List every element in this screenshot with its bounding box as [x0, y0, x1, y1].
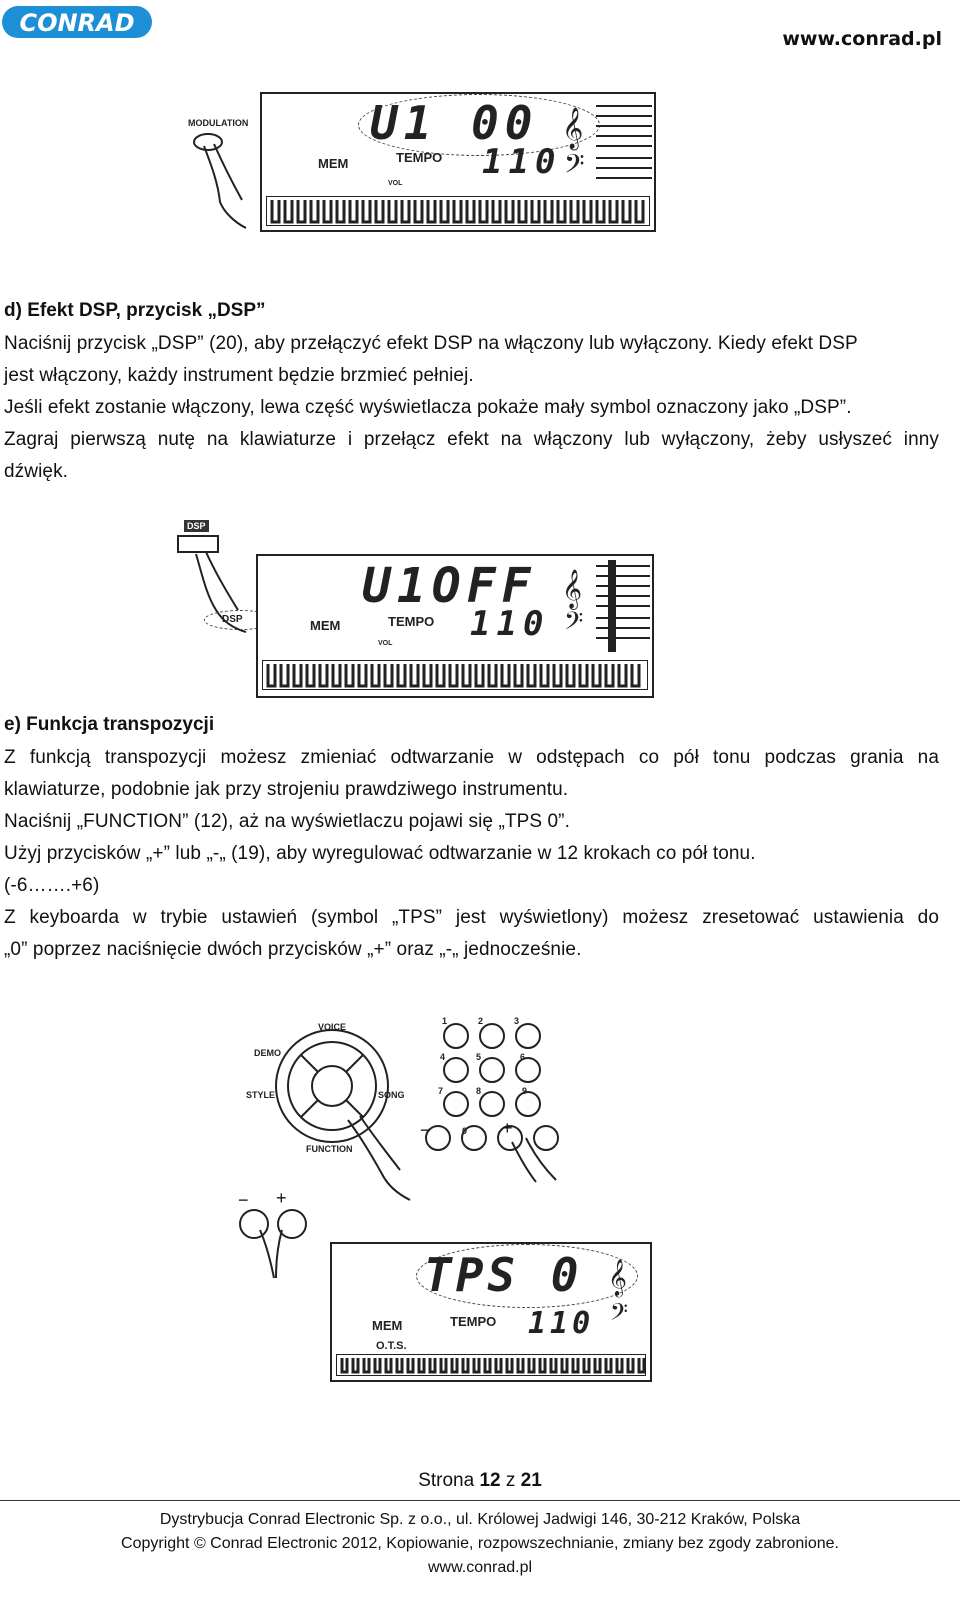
page-of: z — [505, 1470, 516, 1491]
lcd-display — [256, 554, 654, 698]
svg-text:𝄢: 𝄢 — [564, 607, 584, 642]
function-label: FUNCTION — [306, 1144, 353, 1154]
transpose-text-line2: klawiaturze, podobnie jak przy strojeniu prawdziwego instrumentu. — [4, 779, 569, 800]
figure-number-pad — [416, 1012, 566, 1202]
clef-icon — [608, 1250, 648, 1336]
modulation-label: MODULATION — [188, 118, 249, 128]
dsp-text-line4: Zagraj pierwszą nutę na klawiaturze i przełącz efekt na włączony lub wyłączony, żeby usłyszeć inny — [4, 429, 939, 450]
key-label-0: 0 — [462, 1126, 468, 1136]
key-label-5: 5 — [476, 1052, 482, 1062]
song-label: SONG — [378, 1090, 405, 1100]
voice-label: VOICE — [318, 1022, 347, 1032]
page-total: 21 — [520, 1470, 542, 1491]
lcd-top-text: U1OFF — [362, 558, 537, 614]
plus-label: + — [276, 1188, 287, 1208]
dsp-text-line3: Jeśli efekt zostanie włączony, lewa część wyświetlacza pokaże mały symbol oznaczony jako „DSP”. — [4, 397, 852, 418]
lcd-tempo-label: TEMPO — [388, 614, 435, 629]
footer-divider — [0, 1500, 960, 1501]
minus-label: − — [238, 1190, 249, 1210]
dsp-button-label: DSP — [184, 520, 209, 532]
transpose-text-line1: Z funkcją transpozycji możesz zmieniać odtwarzanie w odstępach co pół tonu podczas grania na — [4, 747, 939, 768]
transpose-text-line4: Użyj przycisków „+” lub „-„ (19), aby wyregulować odtwarzanie w 12 krokach co pół tonu. — [4, 843, 756, 864]
lcd-vol: VOL — [378, 640, 393, 647]
plus-label: + — [502, 1118, 513, 1138]
footer-url: www.conrad.pl — [427, 1559, 533, 1576]
demo-label: DEMO — [254, 1048, 281, 1058]
svg-text:𝄢: 𝄢 — [564, 148, 585, 186]
lcd-mem: MEM — [318, 156, 349, 171]
dsp-text-line2: jest włączony, każdy instrument będzie brzmieć pełniej. — [4, 365, 474, 386]
lcd-mem: MEM — [372, 1318, 403, 1333]
key-label-7: 7 — [438, 1086, 444, 1096]
transpose-text-line5: (-6…….+6) — [4, 875, 100, 896]
hand-press-icon — [190, 132, 250, 232]
hand-press-icon — [342, 1112, 412, 1202]
lcd-tempo-label: TEMPO — [450, 1314, 497, 1329]
clef-staff-icon — [562, 560, 650, 652]
lcd-tempo-value: 110 — [470, 604, 550, 644]
page-prefix: Strona — [418, 1470, 475, 1491]
transpose-text-line3: Naciśnij „FUNCTION” (12), aż na wyświetlaczu pojawi się „TPS 0”. — [4, 811, 570, 832]
keyboard-icon — [262, 660, 648, 690]
two-finger-press-icon — [234, 1208, 324, 1280]
svg-text:𝄢: 𝄢 — [610, 1298, 629, 1331]
svg-text:𝄞: 𝄞 — [562, 569, 583, 609]
lcd-display — [260, 92, 656, 232]
lcd-display — [330, 1242, 652, 1382]
svg-text:𝄞: 𝄞 — [562, 108, 584, 149]
figure-modulation — [180, 88, 660, 238]
transpose-text-line6: Z keyboarda w trybie ustawień (symbol „TPS” jest wyświetlony) możesz zresetować ustawienia do — [4, 907, 939, 928]
header-site-url: www.conrad.pl — [782, 28, 942, 50]
footer-line2: Copyright © Conrad Electronic 2012, Kopiowanie, rozpowszechnianie, zmiany bez zgody zabronione. — [121, 1535, 839, 1552]
dsp-text-line1: Naciśnij przycisk „DSP” (20), aby przełączyć efekt DSP na włączony lub wyłączony. Kiedy efekt DSP — [4, 333, 858, 354]
lcd-tempo-label: TEMPO — [396, 150, 443, 165]
dsp-text-line5: dźwięk. — [4, 461, 69, 482]
lcd-mem: MEM — [310, 618, 341, 633]
lcd-top-text: U1 00 — [370, 96, 539, 150]
dsp-indicator: DSP — [222, 614, 243, 625]
style-label: STYLE — [246, 1090, 276, 1100]
key-label-6: 6 — [520, 1052, 526, 1062]
figure-dsp — [170, 516, 660, 702]
page-current: 12 — [479, 1470, 501, 1491]
key-label-2: 2 — [478, 1016, 484, 1026]
key-label-8: 8 — [476, 1086, 482, 1096]
logo-text: CONRAD — [19, 9, 135, 37]
key-label-9: 9 — [522, 1086, 528, 1096]
heading-transpose: e) Funkcja transpozycji — [4, 714, 215, 735]
key-label-4: 4 — [440, 1052, 446, 1062]
transpose-text-line7: „0” poprzez naciśnięcie dwóch przycisków „+” oraz „-„ jednocześnie. — [4, 939, 582, 960]
conrad-logo — [2, 2, 152, 42]
key-label-3: 3 — [514, 1016, 520, 1026]
page-number — [0, 1470, 960, 1492]
minus-label: − — [420, 1120, 431, 1140]
figure-plus-minus — [234, 1190, 324, 1280]
lcd-tempo-value: 110 — [528, 1306, 595, 1341]
lcd-vol: VOL — [388, 180, 403, 187]
keyboard-icon — [336, 1354, 646, 1376]
heading-dsp: d) Efekt DSP, przycisk „DSP” — [4, 300, 266, 321]
clef-staff-icon — [562, 98, 652, 198]
key-label-1: 1 — [442, 1016, 448, 1026]
footer-line1: Dystrybucja Conrad Electronic Sp. z o.o., ul. Królowej Jadwigi 146, 30-212 Kraków, Polska — [159, 1511, 801, 1528]
svg-text:𝄞: 𝄞 — [608, 1258, 627, 1296]
keyboard-icon — [266, 196, 650, 226]
number-pad-icon — [416, 1012, 566, 1202]
lcd-ots: O.T.S. — [376, 1340, 407, 1352]
footer — [0, 1508, 960, 1580]
lcd-top-text: TPS 0 — [424, 1248, 583, 1302]
lcd-tempo-value: 110 — [482, 142, 562, 182]
